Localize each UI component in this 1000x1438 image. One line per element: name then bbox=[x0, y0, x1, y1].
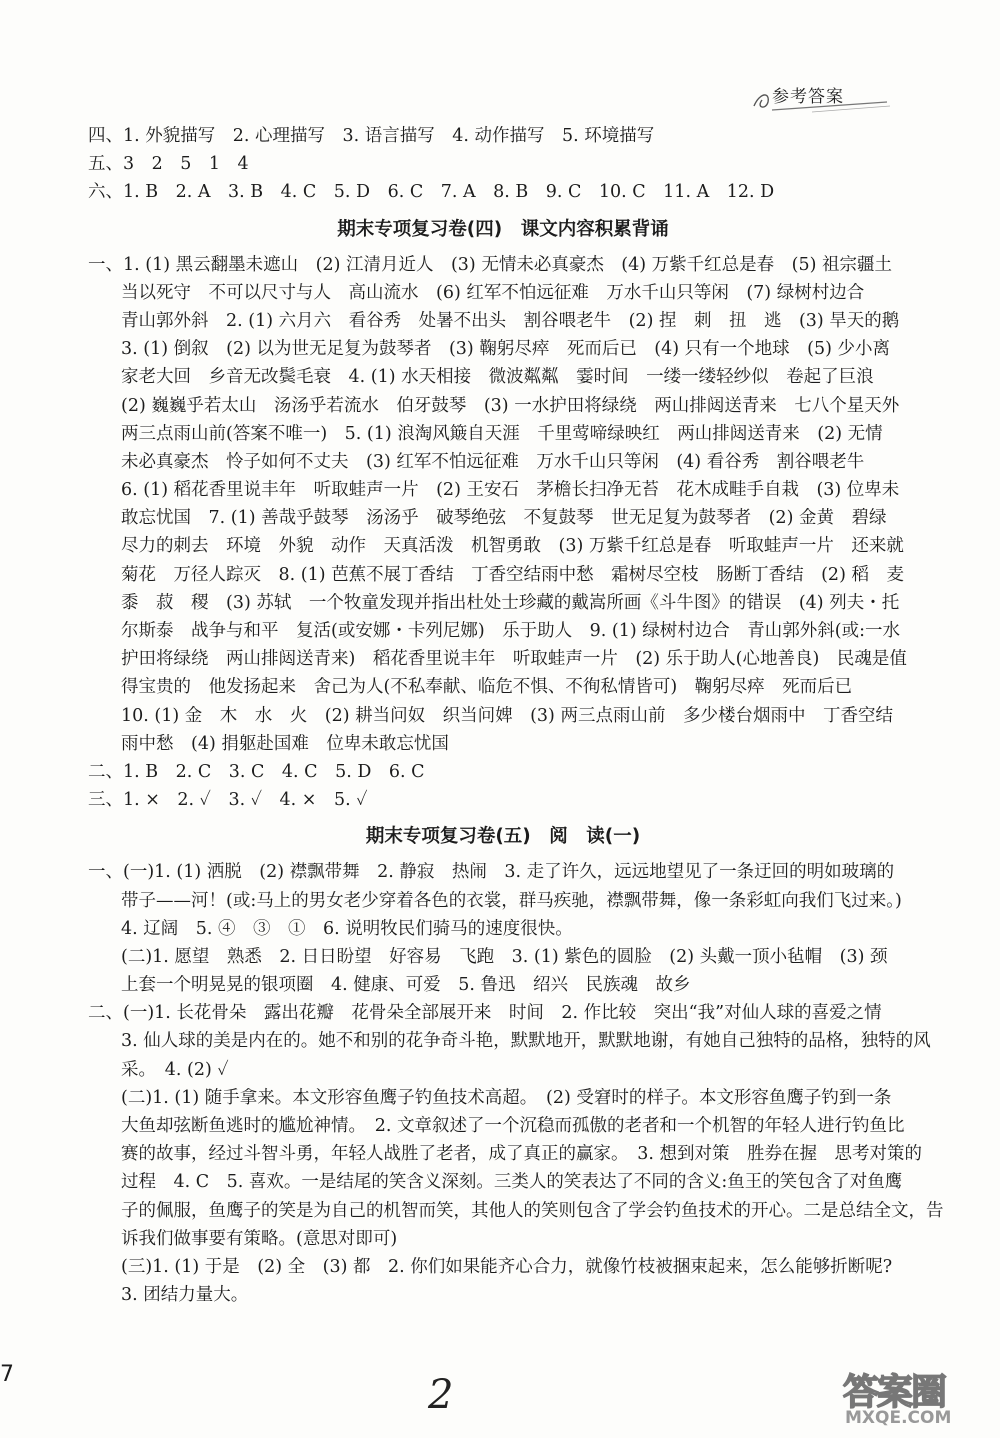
answer-line: (二)1. (1) 随手拿来。本文形容鱼鹰子钓鱼技术高超。 (2) 受窘时的样子。本文形容鱼鹰子钓到一条 bbox=[121, 1087, 892, 1108]
answer-line: 诉我们做事要有策略。(意思对即可) bbox=[121, 1228, 398, 1249]
section-title: 期末专项复习卷(四) 课文内容积累背诵 bbox=[337, 218, 669, 240]
answer-line: 护田将绿绕 两山排闼送青来) 稻花香里说丰年 听取蛙声一片 (2) 乐于助人(心地善良) 民魂是值 bbox=[121, 649, 907, 670]
site-watermark bbox=[835, 1362, 985, 1432]
answer-line: 雨中愁 (4) 捐躯赴国难 位卑未敢忘忧国 bbox=[121, 733, 449, 754]
answer-line: 尔斯泰 战争与和平 复活(或安娜・卡列尼娜) 乐于助人 9. (1) 绿树村边合 青山郭外斜(或:一水 bbox=[121, 621, 900, 641]
answer-line: 二、1. B 2. C 3. C 4. C 5. D 6. C bbox=[88, 761, 425, 782]
answer-line: 黍 菽 稷 (3) 苏轼 一个牧童发现并指出杜处士珍藏的戴嵩所画《斗牛图》的错误 (4) 列夫・托 bbox=[121, 592, 900, 613]
answer-line: 10. (1) 金 木 水 火 (2) 耕当问奴 织当问婢 (3) 两三点雨山前 多少楼台烟雨中 丁香空结 bbox=[121, 705, 893, 726]
answer-line: 带子——河！(或:马上的男女老少穿着各色的衣裳，群马疾驰，襟飘带舞，像一条彩虹向我们飞过来。) bbox=[121, 890, 902, 911]
answer-line: 上套一个明晃晃的银项圈 4. 健康、可爱 5. 鲁迅 绍兴 民族魂 故乡 bbox=[121, 975, 691, 996]
answer-line: 六、1. B 2. A 3. B 4. C 5. D 6. C 7. A 8. B 9. C 10. C 11. A 12. D bbox=[88, 182, 775, 203]
answer-line: (2) 巍巍乎若太山 汤汤乎若流水 伯牙鼓琴 (3) 一水护田将绿绕 两山排闼送青来 七八个星天外 bbox=[121, 395, 900, 416]
answer-line: 4. 辽阔 5. ④ ③ ① 6. 说明牧民们骑马的速度很快。 bbox=[121, 918, 573, 939]
watermark-url: MXQE.COM bbox=[845, 1408, 952, 1428]
watermark-logo: 答案圈 bbox=[843, 1372, 946, 1413]
answer-line: 3. (1) 倒叙 (2) 以为世无足复为鼓琴者 (3) 鞠躬尽瘁 死而后已 (4) 只有一个地球 (5) 少小离 bbox=[121, 339, 891, 360]
answer-line: 家老大回 乡音无改鬓毛衰 4. (1) 水天相接 微波粼粼 霎时间 一缕一缕轻纱似 卷起了巨浪 bbox=[121, 367, 874, 388]
answer-line: 未必真豪杰 怜子如何不丈夫 (3) 红军不怕远征难 万水千山只等闲 (4) 看谷秀 割谷喂老牛 bbox=[121, 451, 865, 472]
answer-line: 大鱼却弦断鱼逃时的尴尬神情。 2. 文章叙述了一个沉稳而孤傲的老者和一个机智的年轻人进行钓鱼比 bbox=[121, 1116, 905, 1136]
answer-line: 采。 4. (2) ✓ bbox=[121, 1059, 229, 1080]
answer-line: 敢忘忧国 7. (1) 善哉乎鼓琴 汤汤乎 破琴绝弦 不复鼓琴 世无足复为鼓琴者 (2) 金黄 碧绿 bbox=[121, 508, 887, 529]
answer-line: (二)1. 愿望 熟悉 2. 日日盼望 好容易 飞跑 3. (1) 紫色的圆脸 (2) 头戴一顶小毡帽 (3) 颈 bbox=[121, 946, 888, 967]
answer-line: 四、1. 外貌描写 2. 心理描写 3. 语言描写 4. 动作描写 5. 环境描写 bbox=[88, 126, 655, 146]
answer-line: 一、1. (1) 黑云翻墨未遮山 (2) 江清月近人 (3) 无情未必真豪杰 (4) 万紫千红总是春 (5) 祖宗疆土 bbox=[88, 254, 893, 275]
answer-line: (三)1. (1) 于是 (2) 全 (3) 都 2. 你们如果能齐心合力，就像竹枝被捆束起来，怎么能够折断呢? bbox=[121, 1256, 893, 1277]
answer-line: 菊花 万径人踪灭 8. (1) 芭蕉不展丁香结 丁香空结雨中愁 霜树尽空枝 肠断丁香结 (2) 稻 麦 bbox=[121, 564, 904, 585]
answer-line: 3. 团结力量大。 bbox=[121, 1285, 249, 1306]
answer-line: 子的佩服，鱼鹰子的笑是为自己的机智而笑，其他人的笑则包含了学会钓鱼技术的开心。二是总结全文，告 bbox=[121, 1200, 944, 1221]
answer-line: 得宝贵的 他发扬起来 舍己为人(不私奉献、临危不惧、不徇私情皆可) 鞠躬尽瘁 死而后已 bbox=[121, 677, 853, 698]
answer-line: 青山郭外斜 2. (1) 六月六 看谷秀 处暑不出头 割谷喂老牛 (2) 捏 刺 扭 逃 (3) 旱天的鹅 bbox=[121, 310, 900, 331]
answer-line: 当以死守 不可以尺寸与人 高山流水 (6) 红军不怕远征难 万水千山只等闲 (7) 绿树村边合 bbox=[121, 282, 865, 303]
answer-line: 两三点雨山前(答案不唯一) 5. (1) 浪淘风簸自天涯 千里莺啼绿映红 两山排闼送青来 (2) 无情 bbox=[121, 423, 883, 444]
answer-line: 6. (1) 稻花香里说丰年 听取蛙声一片 (2) 王安石 茅檐长扫净无苔 花木成畦手自栽 (3) 位卑未 bbox=[121, 480, 900, 501]
page-number: 7 bbox=[0, 1362, 14, 1387]
handwritten-number: 2 bbox=[428, 1372, 454, 1418]
answer-line: 三、1. × 2. ✓ 3. ✓ 4. × 5. ✓ bbox=[88, 790, 368, 811]
bleed-through-text bbox=[240, 0, 760, 22]
answer-line: 五、3 2 5 1 4 bbox=[88, 154, 249, 175]
answer-line: 尽力的刺去 环境 外貌 动作 天真活泼 机智勇敢 (3) 万紫千红总是春 听取蛙声一片 还来就 bbox=[121, 536, 904, 557]
answer-content bbox=[88, 122, 944, 1309]
answer-line: 赛的故事，经过斗智斗勇，年轻人战胜了老者，成了真正的赢家。 3. 想到对策 胜券在握 思考对策的 bbox=[121, 1144, 923, 1165]
header-label: 参考答案 bbox=[772, 87, 844, 107]
answer-line: 一、(一)1. (1) 洒脱 (2) 襟飘带舞 2. 静寂 热闹 3. 走了许久，远远地望见了一条迂回的明如玻璃的 bbox=[88, 862, 895, 883]
reference-answer-tag bbox=[752, 82, 892, 110]
answer-line: 二、(一)1. 长花骨朵 露出花瓣 花骨朵全部展开来 时间 2. 作比较 突出“我”对仙人球的喜爱之情 bbox=[88, 1003, 882, 1024]
answer-line: 3. 仙人球的美是内在的。她不和别的花争奇斗艳，默默地开，默默地谢，有她自己独特的品格，独特的风 bbox=[121, 1031, 931, 1052]
answer-line: 过程 4. C 5. 喜欢。一是结尾的笑含义深刻。三类人的笑表达了不同的含义:鱼王的笑包含了对鱼鹰 bbox=[121, 1172, 903, 1193]
section-title: 期末专项复习卷(五) 阅 读(一) bbox=[365, 826, 641, 848]
